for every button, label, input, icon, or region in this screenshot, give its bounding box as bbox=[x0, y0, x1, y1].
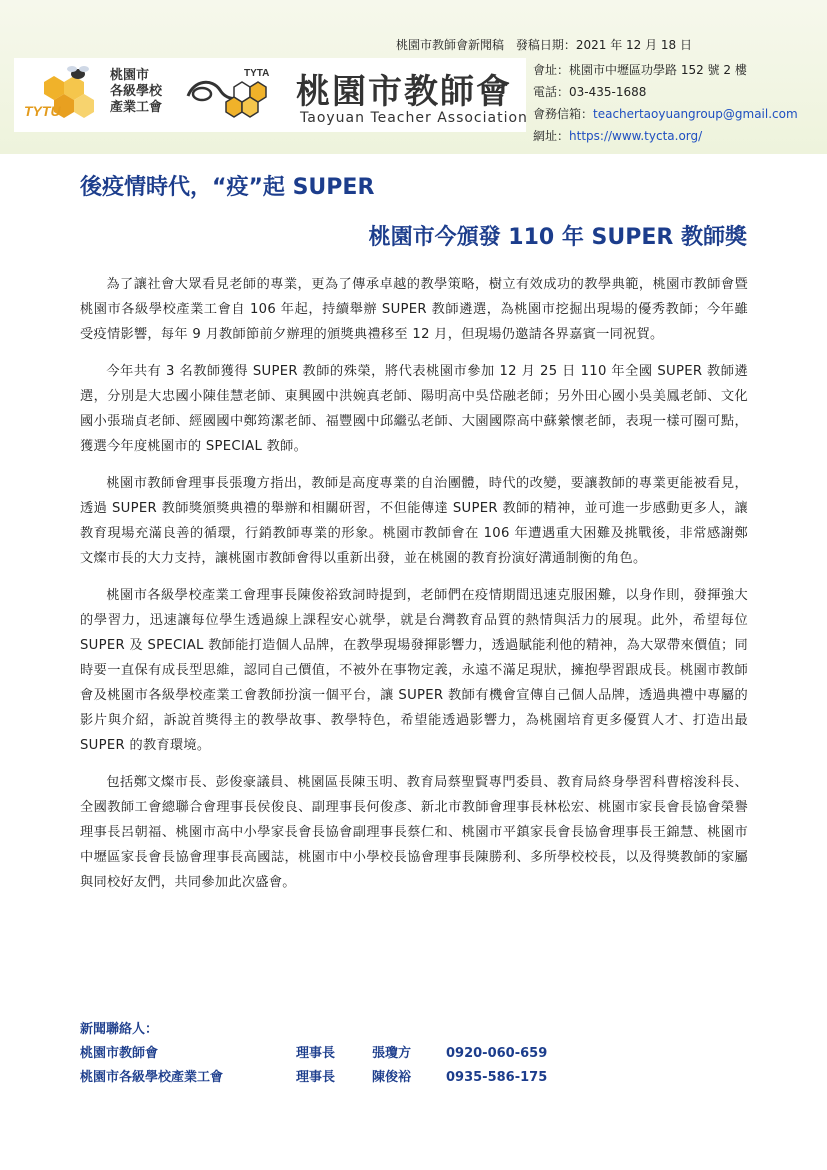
header-topline bbox=[396, 36, 700, 53]
headline: 後疫情時代，“疫”起 SUPER bbox=[80, 175, 375, 200]
address-label: 會址： bbox=[533, 63, 570, 77]
contact-role: 理事長 bbox=[296, 1046, 336, 1061]
association-name-zh: 桃園市教師會 bbox=[296, 72, 512, 112]
contact-name: 陳俊裕 bbox=[372, 1070, 412, 1085]
address-value: 桃園市中壢區功學路 152 號 2 樓 bbox=[569, 63, 747, 77]
website-link[interactable]: https://www.tycta.org/ bbox=[569, 129, 703, 143]
newsletter-label: 桃園市教師會新聞稿 bbox=[396, 38, 505, 52]
tytu-bee-logo-icon bbox=[22, 64, 102, 126]
union-name-line: 產業工會 bbox=[110, 100, 163, 115]
contact-name: 張瓊方 bbox=[372, 1046, 412, 1061]
paragraph: 為了讓社會大眾看見老師的專業，更為了傳承卓越的教學策略，樹立有效成功的教學典範，桃園市教師會暨桃園市各級學校產業工會自 106 年起，持續舉辦 SUPER 教師遴選，為桃園市挖掘出現場的優秀教師；今年雖受疫情影響，每年 9 月教師節前夕辦理的頒獎典禮移至 12 月，但現場仍邀請各界嘉賓一同祝賀。 bbox=[80, 277, 748, 342]
address-row bbox=[533, 59, 798, 81]
press-contact-row bbox=[80, 1042, 548, 1066]
press-contacts bbox=[80, 1018, 548, 1090]
phone-row bbox=[533, 81, 798, 103]
subheadline: 桃園市今頒發 110 年 SUPER 教師獎 bbox=[368, 225, 747, 250]
press-contact-row bbox=[80, 1066, 548, 1090]
paragraph: 桃園市教師會理事長張瓊方指出，教師是高度專業的自治團體，時代的改變，要讓教師的專業更能被看見，透過 SUPER 教師獎頒獎典禮的舉辦和相關研習，不但能傳達 SUPER 教師的精神，並可進一步感動更多人，讓教育現場充滿良善的循環，行銷教師專業的形象。桃園市教師會在 106 年遭遇重大困難及挑戰後，非常感謝鄭文燦市長的大力支持，讓桃園市教師會得以重新出發，並在桃園的教育扮演好溝通制衡的角色。 bbox=[80, 476, 748, 566]
contact-org: 桃園市教師會 bbox=[80, 1046, 159, 1061]
letterhead bbox=[0, 0, 827, 154]
website-row bbox=[533, 125, 798, 147]
article-body bbox=[80, 272, 748, 907]
union-name bbox=[110, 68, 162, 116]
association-name-en: Taoyuan Teacher Association bbox=[300, 110, 528, 126]
paragraph: 桃園市各級學校產業工會理事長陳俊裕致詞時提到，老師們在疫情期間迅速克服困難，以身作則，發揮強大的學習力，迅速讓每位學生透過線上課程安心就學，就是台灣教育品質的熱情與活力的展現。此外，希望每位 SUPER 及 SPECIAL 教師能打造個人品牌，在教學現場發揮影響力，透過賦能利他的精神，為大眾帶來價值；同時要一直保有成長型思維，認同自己價值，不被外在事物定義，永遠不滿足現狀，擁抱學習跟成長。桃園市教師會及桃園市各級學校產業工會教師扮演一個平台，讓 SUPER 教師有機會宣傳自己個人品牌，透過典禮中專屬的影片與介紹，訴說首獎得主的教學故事、教學特色，希望能透過影響力，為桃園培育更多優質人才、打造出最 SUPER 的教育環境。 bbox=[80, 588, 748, 753]
tyta-bee-logo-icon bbox=[182, 62, 294, 128]
union-name-line: 桃園市 bbox=[110, 68, 150, 83]
email-link[interactable]: teachertaoyuangroup@gmail.com bbox=[593, 107, 798, 121]
logo-strip bbox=[14, 58, 526, 132]
phone-value: 03-435-1688 bbox=[569, 85, 647, 99]
email-row bbox=[533, 103, 798, 125]
paragraph: 包括鄭文燦市長、彭俊豪議員、桃園區長陳玉明、教育局蔡聖賢專門委員、教育局終身學習科曹榕浚科長、全國教師工會總聯合會理事長侯俊良、副理事長何俊彥、新北市教師會理事長林松宏、桃園市家長會長協會榮譽理事長呂朝福、桃園市高中小學家長會長協會副理事長蔡仁和、桃園市平鎮家長會長協會理事長王錦慧、桃園市中壢區家長會長協會理事長高國誌，桃園市中小學校長協會理事長陳勝利、多所學校校長，以及得獎教師的家屬與同校好友們，共同參加此次盛會。 bbox=[80, 775, 748, 890]
contact-block bbox=[533, 59, 798, 147]
contact-phone: 0920-060-659 bbox=[446, 1046, 548, 1061]
phone-label: 電話： bbox=[533, 85, 570, 99]
release-date: 發稿日期：2021 年 12 月 18 日 bbox=[515, 38, 692, 52]
website-label: 網址： bbox=[533, 129, 570, 143]
contact-phone: 0935-586-175 bbox=[446, 1070, 548, 1085]
press-contacts-heading: 新聞聯絡人： bbox=[80, 1022, 159, 1037]
email-label: 會務信箱： bbox=[533, 107, 594, 121]
union-name-line: 各級學校 bbox=[110, 84, 163, 99]
contact-org: 桃園市各級學校產業工會 bbox=[80, 1070, 224, 1085]
tyta-logo-text: TYTA bbox=[244, 68, 270, 79]
contact-role: 理事長 bbox=[296, 1070, 336, 1085]
paragraph: 今年共有 3 名教師獲得 SUPER 教師的殊榮，將代表桃園市參加 12 月 25 日 110 年全國 SUPER 教師遴選，分別是大忠國小陳佳慧老師、東興國中洪婉真老師、陽明高中吳岱融老師；另外田心國小吳美鳳老師、文化國小張瑞貞老師、經國國中鄭筠潔老師、福豐國中邱繼弘老師、大園國際高中蘇縈懷老師，表現一樣可圈可點，獲選今年度桃園市的 SPECIAL 教師。 bbox=[80, 364, 748, 454]
tytu-logo-text: TYTU bbox=[24, 103, 61, 119]
